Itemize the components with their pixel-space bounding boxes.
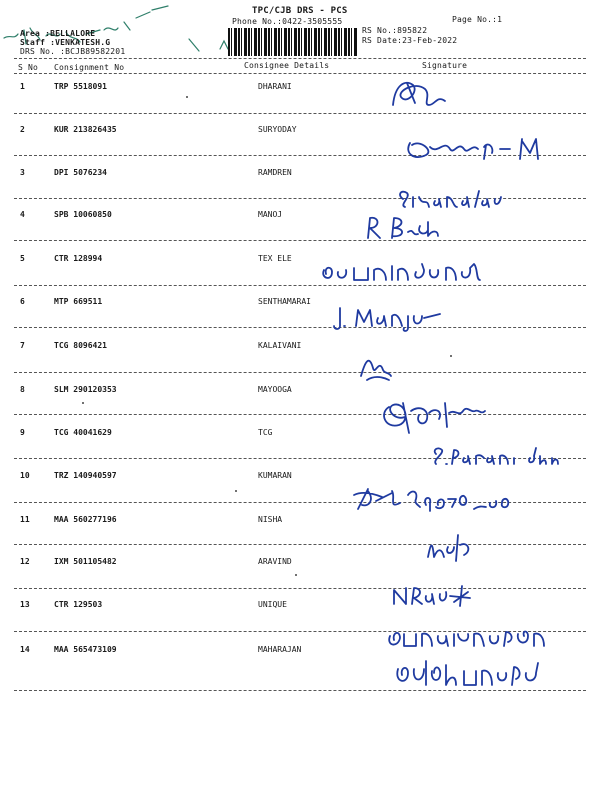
rs-number: RS No.:895822 [362, 26, 428, 35]
row-consignee: SENTHAMARAI [258, 297, 311, 306]
row-consignee: DHARANI [258, 82, 292, 91]
row-divider [14, 113, 586, 114]
row-consignee: RAMDREN [258, 168, 292, 177]
signature-row-5 [318, 258, 498, 288]
row-sno: 8 [20, 385, 25, 394]
row-consignee: NISHA [258, 515, 283, 524]
signature-row-11 [420, 527, 480, 567]
row-sno: 3 [20, 168, 25, 177]
phone-number: Phone No.:0422-3505555 [232, 17, 343, 26]
table-row [0, 82, 600, 98]
row-consignee: MAYOOGA [258, 385, 292, 394]
speck [186, 96, 188, 98]
row-consignment-no: TRP 5518091 [54, 82, 107, 91]
document-title: TPC/CJB DRS - PCS [252, 6, 348, 16]
signature-row-6 [330, 300, 450, 334]
barcode [228, 28, 358, 56]
header-rule-top [14, 58, 586, 59]
page-number: Page No.:1 [452, 15, 503, 24]
row-consignee: MAHARAJAN [258, 645, 302, 654]
row-consignee: SURYODAY [258, 125, 297, 134]
signature-row-12 [388, 582, 478, 610]
row-consignee: UNIQUE [258, 600, 287, 609]
signature-row-10 [348, 483, 538, 517]
row-consignee: KALAIVANI [258, 341, 302, 350]
table-row [0, 385, 600, 401]
signature-row-1 [385, 75, 455, 115]
row-sno: 13 [20, 600, 30, 609]
signature-row-8 [375, 393, 490, 441]
column-header-sno: S No [18, 63, 39, 72]
table-row [0, 254, 600, 270]
speck [450, 355, 452, 357]
row-consignee: ARAVIND [258, 557, 292, 566]
row-sno: 4 [20, 210, 25, 219]
row-consignment-no: MAA 565473109 [54, 645, 117, 654]
table-row [0, 557, 600, 573]
signature-row-13 [382, 622, 592, 656]
row-consignment-no: MAA 560277196 [54, 515, 117, 524]
table-row [0, 428, 600, 444]
row-sno: 6 [20, 297, 25, 306]
row-divider [14, 285, 586, 286]
signature-row-14 [390, 655, 570, 693]
row-consignment-no: IXM 501105482 [54, 557, 117, 566]
signature-row-7 [355, 350, 395, 384]
row-sno: 9 [20, 428, 25, 437]
row-consignment-no: SPB 10060850 [54, 210, 112, 219]
table-row [0, 297, 600, 313]
signature-row-3 [395, 185, 505, 215]
row-sno: 14 [20, 645, 30, 654]
row-sno: 12 [20, 557, 30, 566]
table-row [0, 515, 600, 531]
row-consignee: MANOJ [258, 210, 283, 219]
row-consignment-no: KUR 213826435 [54, 125, 117, 134]
row-consignment-no: CTR 128994 [54, 254, 103, 263]
area-label: Area :BELLALORE [20, 29, 96, 38]
signature-row-2 [400, 125, 550, 170]
row-divider [14, 240, 586, 241]
row-consignment-no: TCG 8096421 [54, 341, 107, 350]
table-row [0, 168, 600, 184]
row-divider [14, 372, 586, 373]
table-row [0, 210, 600, 226]
row-consignment-no: SLM 290120353 [54, 385, 117, 394]
column-header-consignment: Consignment No [54, 63, 125, 72]
row-divider [14, 414, 586, 415]
row-consignee: KUMARAN [258, 471, 292, 480]
column-header-consignee: Consignee Details [244, 61, 330, 70]
staff-label: Staff :VENKATESH.G [20, 38, 111, 47]
table-row [0, 600, 600, 616]
speck [235, 490, 237, 492]
row-divider [14, 588, 586, 589]
table-row [0, 341, 600, 357]
column-header-signature: Signature [422, 61, 468, 70]
row-divider [14, 544, 586, 545]
row-sno: 11 [20, 515, 30, 524]
row-sno: 5 [20, 254, 25, 263]
signature-row-9 [428, 444, 568, 470]
row-consignment-no: TCG 40041629 [54, 428, 112, 437]
speck [295, 574, 297, 576]
row-consignment-no: TRZ 140940597 [54, 471, 117, 480]
row-consignment-no: DPI 5076234 [54, 168, 107, 177]
row-sno: 10 [20, 471, 30, 480]
row-sno: 2 [20, 125, 25, 134]
row-consignment-no: CTR 129503 [54, 600, 103, 609]
row-consignee: TCG [258, 428, 273, 437]
stray-ink-mark [185, 35, 205, 55]
row-sno: 1 [20, 82, 25, 91]
speck [82, 402, 84, 404]
rs-date: RS Date:23-Feb-2022 [362, 36, 458, 45]
signature-row-4 [362, 212, 442, 242]
row-consignee: TEX ELE [258, 254, 292, 263]
row-sno: 7 [20, 341, 25, 350]
header-rule-bottom [14, 73, 586, 74]
drs-number: DRS No. :BCJB89582201 [20, 47, 126, 56]
row-consignment-no: MTP 669511 [54, 297, 103, 306]
row-divider [14, 327, 586, 328]
